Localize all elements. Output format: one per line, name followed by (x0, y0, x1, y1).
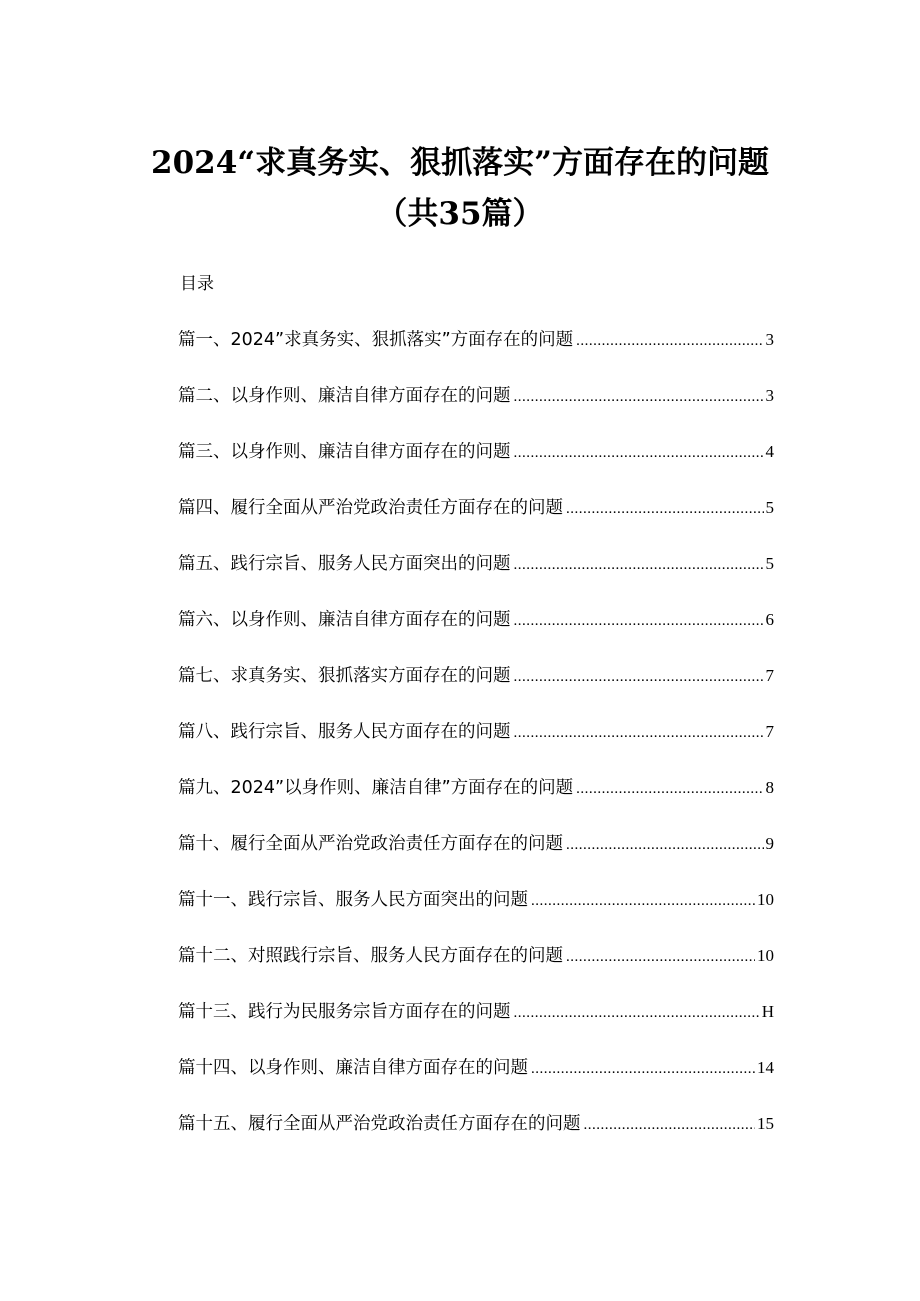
toc-entry-page: 5 (765, 498, 774, 517)
toc-entry-5[interactable] (178, 550, 774, 606)
toc-entry-title: 篇七、求真务实、狠抓落实方面存在的问题 (178, 666, 511, 686)
toc-dot-leader (566, 831, 764, 859)
toc-dot-leader (566, 495, 764, 523)
toc-entry-8[interactable] (178, 718, 774, 774)
toc-entry-page: 9 (765, 834, 774, 853)
toc-dot-leader (576, 327, 763, 355)
toc-entry-page: H (761, 1002, 774, 1021)
toc-dot-leader (514, 663, 764, 691)
toc-entry-2[interactable] (178, 382, 774, 438)
toc-dot-leader (531, 887, 755, 915)
toc-dot-leader (514, 719, 764, 747)
document-subtitle: （共35篇） (376, 196, 544, 232)
toc-entry-9[interactable] (178, 774, 774, 830)
toc-entry-page: 5 (765, 554, 774, 573)
toc-entry-14[interactable] (178, 1054, 774, 1110)
toc-entry-6[interactable] (178, 606, 774, 662)
toc-entry-title: 篇一、2024”求真务实、狠抓落实”方面存在的问题 (178, 330, 574, 350)
toc-entry-title: 篇九、2024”以身作则、廉洁自律”方面存在的问题 (178, 778, 574, 798)
toc-entry-page: 7 (765, 722, 774, 741)
toc-entry-title: 篇十二、对照践行宗旨、服务人民方面存在的问题 (178, 946, 563, 966)
document-title: 2024“求真务实、狠抓落实”方面存在的问题 (151, 145, 769, 181)
toc-dot-leader (566, 943, 755, 971)
toc-entry-page: 3 (765, 386, 774, 405)
toc-entry-title: 篇六、以身作则、廉洁自律方面存在的问题 (178, 610, 511, 630)
toc-entry-title: 篇十、履行全面从严治党政治责任方面存在的问题 (178, 834, 563, 854)
toc-dot-leader (514, 439, 764, 467)
toc-entry-1[interactable] (178, 326, 774, 382)
toc-heading: 目录 (180, 274, 214, 294)
toc-dot-leader (514, 383, 764, 411)
toc-dot-leader (576, 775, 763, 803)
toc-entry-title: 篇三、以身作则、廉洁自律方面存在的问题 (178, 442, 511, 462)
toc-entry-13[interactable] (178, 998, 774, 1054)
toc-entry-title: 篇十五、履行全面从严治党政治责任方面存在的问题 (178, 1114, 581, 1134)
toc-entry-page: 7 (765, 666, 774, 685)
toc-entry-page: 10 (757, 946, 774, 965)
toc-entry-3[interactable] (178, 438, 774, 494)
toc-entry-page: 4 (765, 442, 774, 461)
toc-entry-page: 14 (757, 1058, 774, 1077)
toc-entry-title: 篇十四、以身作则、廉洁自律方面存在的问题 (178, 1058, 528, 1078)
toc-entry-title: 篇八、践行宗旨、服务人民方面存在的问题 (178, 722, 511, 742)
toc-dot-leader (514, 999, 760, 1027)
toc-dot-leader (584, 1111, 756, 1139)
toc-entry-title: 篇五、践行宗旨、服务人民方面突出的问题 (178, 554, 511, 574)
toc-entry-title: 篇四、履行全面从严治党政治责任方面存在的问题 (178, 498, 563, 518)
toc-entry-title: 篇二、以身作则、廉洁自律方面存在的问题 (178, 386, 511, 406)
toc-entry-7[interactable] (178, 662, 774, 718)
toc-entry-page: 15 (757, 1114, 774, 1133)
toc-entry-title: 篇十三、践行为民服务宗旨方面存在的问题 (178, 1002, 511, 1022)
toc-dot-leader (514, 607, 764, 635)
toc-dot-leader (514, 551, 764, 579)
toc-entry-4[interactable] (178, 494, 774, 550)
toc-entry-page: 8 (765, 778, 774, 797)
toc-entry-15[interactable] (178, 1110, 774, 1166)
table-of-contents (178, 326, 774, 1166)
toc-entry-12[interactable] (178, 942, 774, 998)
toc-entry-title: 篇十一、践行宗旨、服务人民方面突出的问题 (178, 890, 528, 910)
toc-entry-page: 10 (757, 890, 774, 909)
toc-entry-11[interactable] (178, 886, 774, 942)
toc-entry-page: 3 (765, 330, 774, 349)
toc-entry-10[interactable] (178, 830, 774, 886)
toc-entry-page: 6 (765, 610, 774, 629)
toc-dot-leader (531, 1055, 755, 1083)
